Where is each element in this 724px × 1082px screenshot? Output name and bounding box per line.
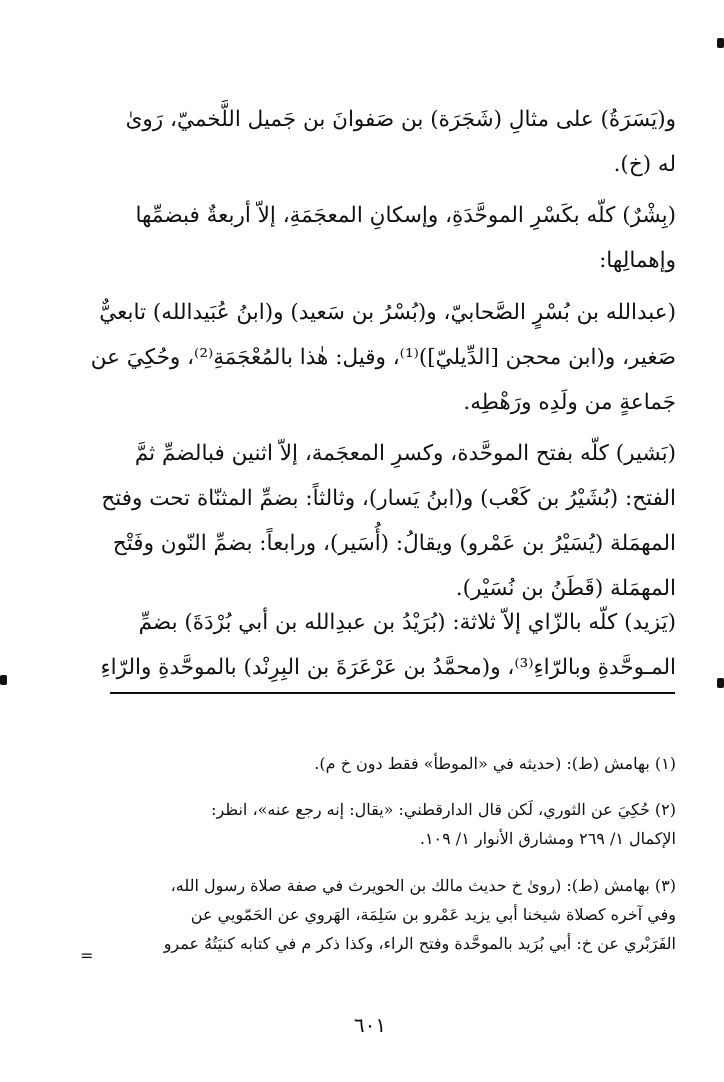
footnote-1: [110, 749, 676, 778]
footnote-line: (٣) بهامش (ط): (روىٰ خ حديث مالك بن الحويرث في صفة صلاة رسول الله،: [170, 876, 676, 895]
footnote-3: [110, 871, 676, 958]
footnote-separator: [110, 692, 675, 694]
entry-paragraph-yazid: [100, 600, 676, 690]
text-line: صَغير، و(ابن محجن [الدِّيليّ])⁽¹⁾، وقيل: هٰذا بالمُعْجَمَةِ⁽²⁾، وحُكِيَ عن: [90, 345, 676, 370]
footnote-line: وفي آخره كصلاة شيخنا أبي يزيد عَمْرو بن سَلِمَة، الهَروي عن الحَمّويي عن: [190, 905, 676, 924]
text-line: (بِشْرٌ) كلّه بكَسْرِ الموحَّدَةِ، وإسكانِ المعجَمَةِ، إلاّ أربعةٌ فبضمِّها: [135, 203, 676, 228]
page-edge-mark: [717, 678, 724, 688]
page-edge-mark: [717, 38, 724, 48]
text-line: (عبدالله بن بُسْرٍ الصَّحابيّ، و(بُسْرُ بن سَعيد) و(ابنُ عُبَيدالله) تابعيٌّ: [99, 300, 676, 325]
text-line: المهمَلة (قَطَنُ بن نُسَيْر).: [455, 576, 676, 601]
text-line: وإهمالِها:: [599, 248, 676, 273]
footnote-2: [110, 795, 676, 853]
entry-paragraph-yasara: [110, 97, 676, 187]
text-line: المـوحَّدةِ وبالرّاءِ⁽³⁾، و(محمَّدُ بن عَرْعَرَةَ بن البِرِنْد) بالموحَّدةِ والرّاءِ: [100, 655, 676, 680]
text-line: و(يَسَرَةُ) على مثالِ (شَجَرَة) بن صَفوانَ بن جَميل اللَّخميّ، رَوىٰ: [125, 107, 676, 132]
footnote-line: (٢) حُكِيَ عن الثوري، لَكن قال الدارقطني: «يقال: إنه رجع عنه»، انظر:: [211, 800, 676, 819]
text-line: (بَشير) كلّه بفتح الموحَّدة، وكسرِ المعجَمة، إلاّ اثنين فبالضمِّ ثمَّ: [134, 441, 676, 466]
entry-paragraph-bishr: [110, 193, 676, 283]
text-line: الفتح: (بُشَيْرُ بن كَعْب) و(ابنُ يَسار)، وثالثاً: بضمِّ المثنّاة تحت وفتح: [101, 486, 676, 511]
text-line: المهمَلة (يُسَيْرُ بن عَمْرو) ويقالُ: (أُسَير)، ورابعاً: بضمِّ النّون وفَتْح: [112, 531, 676, 556]
entry-paragraph-bashir: [101, 431, 676, 611]
page-edge-mark: [0, 675, 7, 685]
footnote-line: الفَرَبْري عن خ: أبي بُرَيد بالموحَّدة وفتح الراء، وكذا ذكر م في كتابه كنيَتُهُ عمرو: [163, 934, 676, 953]
footnote-line: الإكمال ١/ ٢٦٩ ومشارق الأنوار ١/ ١٠٩.: [419, 829, 676, 848]
entry-paragraph-busr-list: [90, 290, 676, 425]
footnote-line: (١) بهامش (ط): (حديثه في «الموطأ» فقط دون خ م).: [314, 754, 676, 773]
page-number: ٦٠١: [353, 1013, 387, 1037]
text-line: له (خ).: [613, 152, 676, 177]
text-line: (يَزيد) كلّه بالزّاي إلاّ ثلاثة: (بُرَيْدُ بن عبدِالله بن أبي بُرْدَةَ) بضمِّ: [138, 610, 676, 635]
continuation-mark: =: [80, 946, 94, 965]
text-line: جَماعةٍ من ولَدِه ورَهْطِه.: [463, 390, 676, 415]
